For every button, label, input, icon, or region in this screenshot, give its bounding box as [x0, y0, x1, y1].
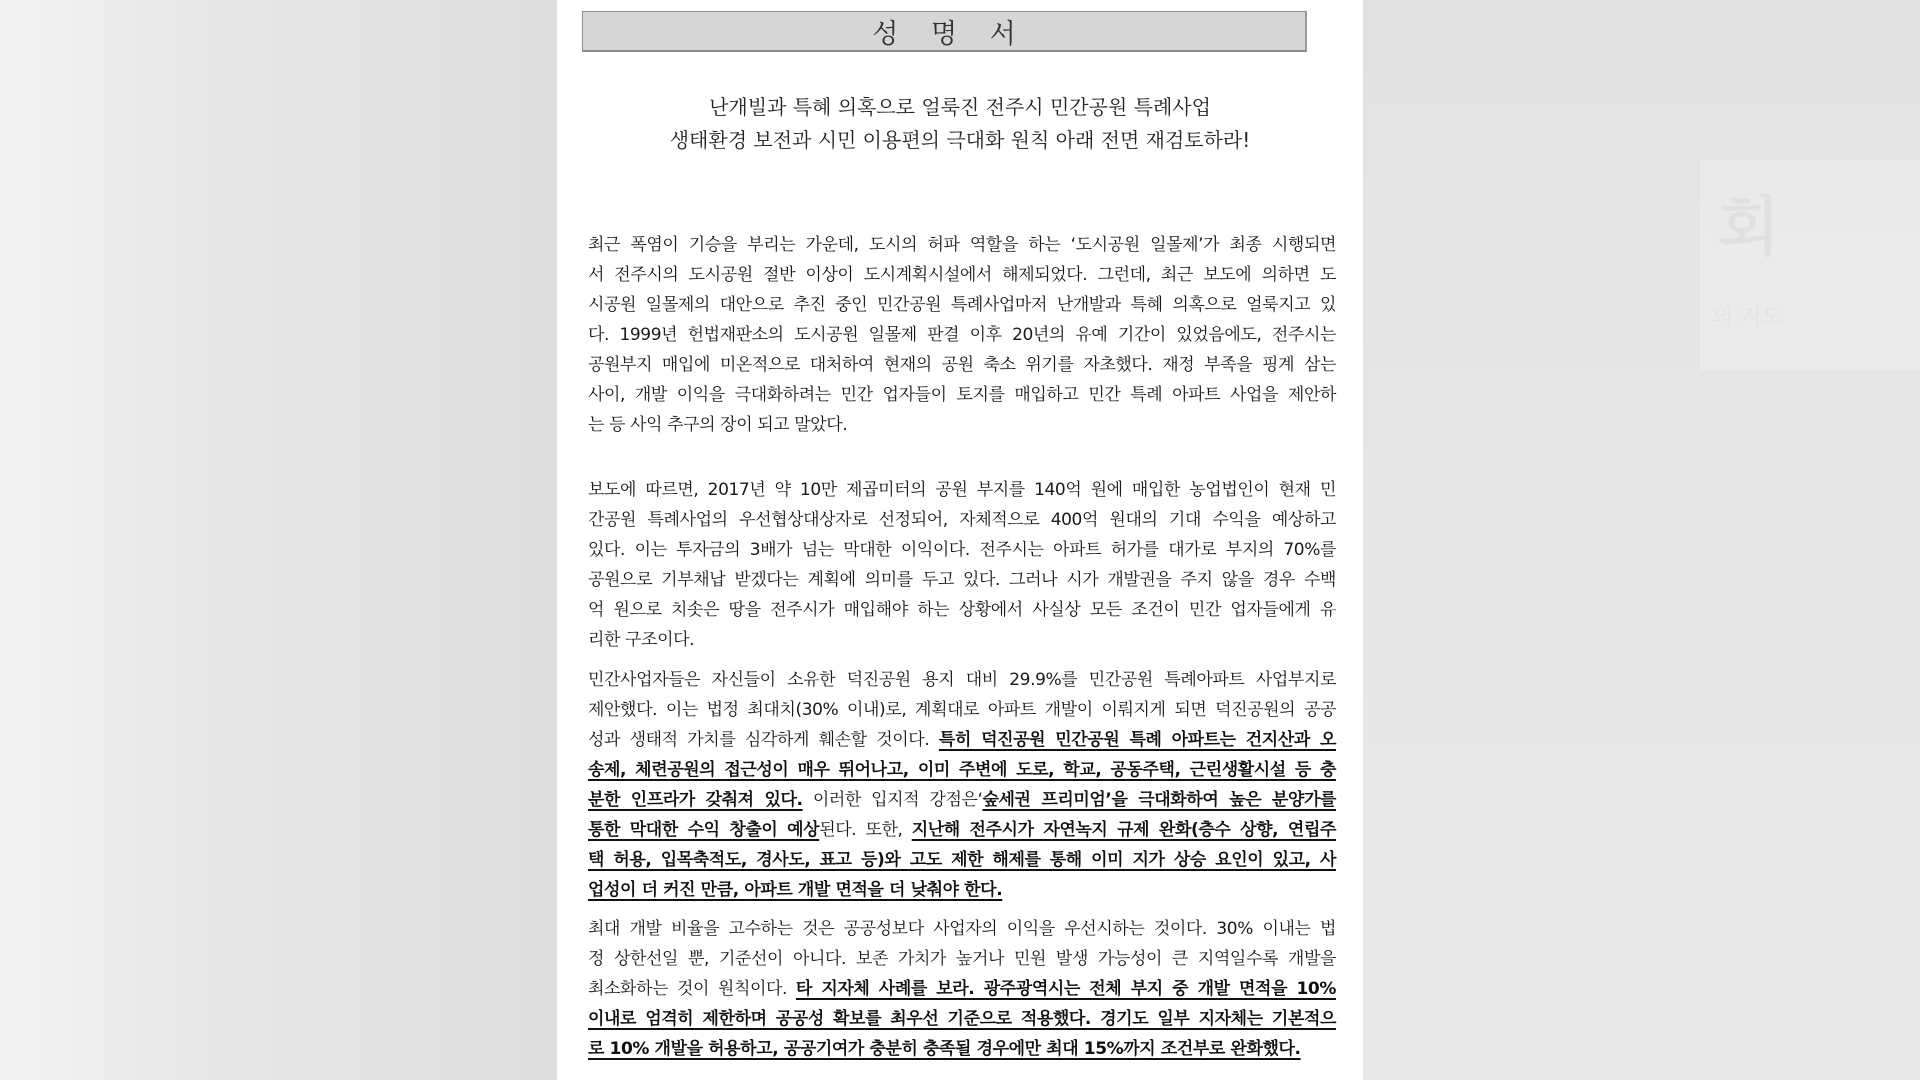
- paragraph-line: [588, 785, 1336, 815]
- paragraph-line: [588, 535, 1336, 565]
- text-run: 서 전주시의 도시공원 절반 이상이 도시계획시설에서 해제되었다. 그런데, 최근 보도에 의하면 도: [588, 265, 1336, 285]
- paragraph-line: [588, 755, 1336, 785]
- text-run: 공원으로 기부채납 받겠다는 계획에 의미를 두고 있다. 그러나 시가 개발권을 주지 않을 경우 수백: [588, 570, 1336, 590]
- text-run: 공원부지 매입에 미온적으로 대처하여 현재의 공원 축소 위기를 자초했다. 재정 부족을 핑계 삼는: [588, 355, 1336, 375]
- backdrop-left: [0, 0, 557, 1080]
- paragraph-line: [588, 974, 1336, 1004]
- underlined-text: 이내로 엄격히 제한하며 공공성 확보를 최우선 기준으로 적용했다. 경기도 일부 지자체는 기본적으: [588, 1009, 1336, 1029]
- paragraph-line: [588, 845, 1336, 875]
- text-run: 이러한 입지적 강점은‘: [802, 790, 983, 810]
- underlined-text: 로 10% 개발을 허용하고, 공공기여가 충분히 충족될 경우에만 최대 15%까지 조건부로 완화했다.: [588, 1039, 1301, 1059]
- text-run: 최소화하는 것이 원칙이다.: [588, 979, 796, 999]
- text-run: 간공원 특례사업의 우선협상대상자로 선정되어, 자체적으로 400억 원대의 기대 수익을 예상하고: [588, 510, 1336, 530]
- paragraph-line: [588, 625, 1336, 655]
- paragraph-line: [588, 475, 1336, 505]
- paragraph-line: [588, 1034, 1336, 1064]
- underlined-text: 특히 덕진공원 민간공원 특례 아파트는 건지산과 오: [938, 730, 1336, 750]
- paragraph-1: [588, 230, 1336, 440]
- text-run: 민간사업자들은 자신들이 소유한 덕진공원 용지 대비 29.9%를 민간공원 특례아파트 사업부지로: [588, 670, 1336, 690]
- paragraph-4: [588, 914, 1336, 1064]
- paragraph-line: [588, 290, 1336, 320]
- text-run: 최근 폭염이 기승을 부리는 가운데, 도시의 허파 역할을 하는 ‘도시공원 일몰제’가 최종 시행되면: [588, 235, 1336, 255]
- paragraph-line: [588, 505, 1336, 535]
- paragraph-line: [588, 350, 1336, 380]
- text-run: 정 상한선일 뿐, 기준선이 아니다. 보존 가치가 높거나 민원 발생 가능성이 큰 지역일수록 개발을: [588, 949, 1336, 969]
- text-run: 시공원 일몰제의 대안으로 추진 중인 민간공원 특례사업마저 난개발과 특혜 의혹으로 얼룩지고 있: [588, 295, 1336, 315]
- underlined-text: 송제, 체련공원의 접근성이 매우 뛰어나고, 이미 주변에 도로, 학교, 공동주택, 근린생활시설 등 충: [588, 760, 1336, 780]
- headline-line-2: 생태환경 보전과 시민 이용편의 극대화 원칙 아래 전면 재검토하라!: [669, 128, 1251, 152]
- paragraph-line: [588, 320, 1336, 350]
- paragraph-2: [588, 475, 1336, 655]
- paragraph-line: [588, 695, 1336, 725]
- paragraph-line: [588, 260, 1336, 290]
- document-title-box: [582, 11, 1307, 52]
- paragraph-line: [588, 665, 1336, 695]
- text-run: 는 등 사익 추구의 장이 되고 말았다.: [588, 415, 848, 435]
- paragraph-line: [588, 1004, 1336, 1034]
- underlined-text: 택 허용, 입목축적도, 경사도, 표고 등)와 고도 제한 해제를 통해 이미 지가 상승 요인이 있고, 사: [588, 850, 1336, 870]
- text-run: 리한 구조이다.: [588, 630, 695, 650]
- text-run: 보도에 따르면, 2017년 약 10만 제곱미터의 공원 부지를 140억 원에 매입한 농업법인이 현재 민: [588, 480, 1336, 500]
- text-run: 다. 1999년 헌법재판소의 도시공원 일몰제 판결 이후 20년의 유예 기간이 있었음에도, 전주시는: [588, 325, 1336, 345]
- paragraph-line: [588, 914, 1336, 944]
- paragraph-line: [588, 944, 1336, 974]
- paragraph-line: [588, 595, 1336, 625]
- underlined-text: 타 지자체 사례를 보라. 광주광역시는 전체 부지 중 개발 면적을 10%: [795, 979, 1336, 999]
- paragraph-line: [588, 875, 1336, 905]
- text-run: 성과 생태적 가치를 심각하게 훼손할 것이다.: [588, 730, 939, 750]
- document-page: [557, 0, 1363, 1080]
- underlined-text: 지난해 전주시가 자연녹지 규제 완화(층수 상향, 연립주: [911, 820, 1336, 840]
- text-run: 억 원으로 치솟은 땅을 전주시가 매입해야 하는 상황에서 사실상 모든 조건이 민간 업자들에게 유: [588, 600, 1336, 620]
- underlined-text: 분한 인프라가 갖춰져 있다.: [588, 790, 803, 810]
- underlined-text: 통한 막대한 수익 창출이 예상: [588, 820, 820, 840]
- text-run: 사이, 개발 이익을 극대화하려는 민간 업자들이 토지를 매입하고 민간 특례 아파트 사업을 제안하: [588, 385, 1336, 405]
- background-watermark-text: [1718, 176, 1782, 268]
- text-run: 제안했다. 이는 법정 최대치(30% 이내)로, 계획대로 아파트 개발이 이뤄지게 되면 덕진공원의 공공: [588, 700, 1336, 720]
- document-title: 성 명 서: [872, 18, 1028, 50]
- headline-line-1: 난개빌과 특혜 의혹으로 얼룩진 전주시 민간공원 특례사업: [709, 95, 1211, 119]
- paragraph-line: [588, 815, 1336, 845]
- paragraph-line: [588, 410, 1336, 440]
- text-run: 있다. 이는 투자금의 3배가 넘는 막대한 이익이다. 전주시는 아파트 허가를 대가로 부지의 70%를: [588, 540, 1336, 560]
- paragraph-line: [588, 565, 1336, 595]
- text-run: 된다. 또한,: [819, 820, 912, 840]
- text-run: 최대 개발 비율을 고수하는 것은 공공성보다 사업자의 이익을 우선시하는 것이다. 30% 이내는 법: [588, 919, 1336, 939]
- background-watermark-subtext: [1712, 300, 1783, 331]
- paragraph-line: [588, 380, 1336, 410]
- paragraph-line: [588, 230, 1336, 260]
- paragraph-line: [588, 725, 1336, 755]
- paragraph-3: [588, 665, 1336, 905]
- underlined-text: 업성이 더 커진 만큼, 아파트 개발 면적을 더 낮춰야 한다.: [588, 880, 1003, 900]
- underlined-text: 숲세권 프리미엄’을 극대화하여 높은 분양가를: [982, 790, 1336, 810]
